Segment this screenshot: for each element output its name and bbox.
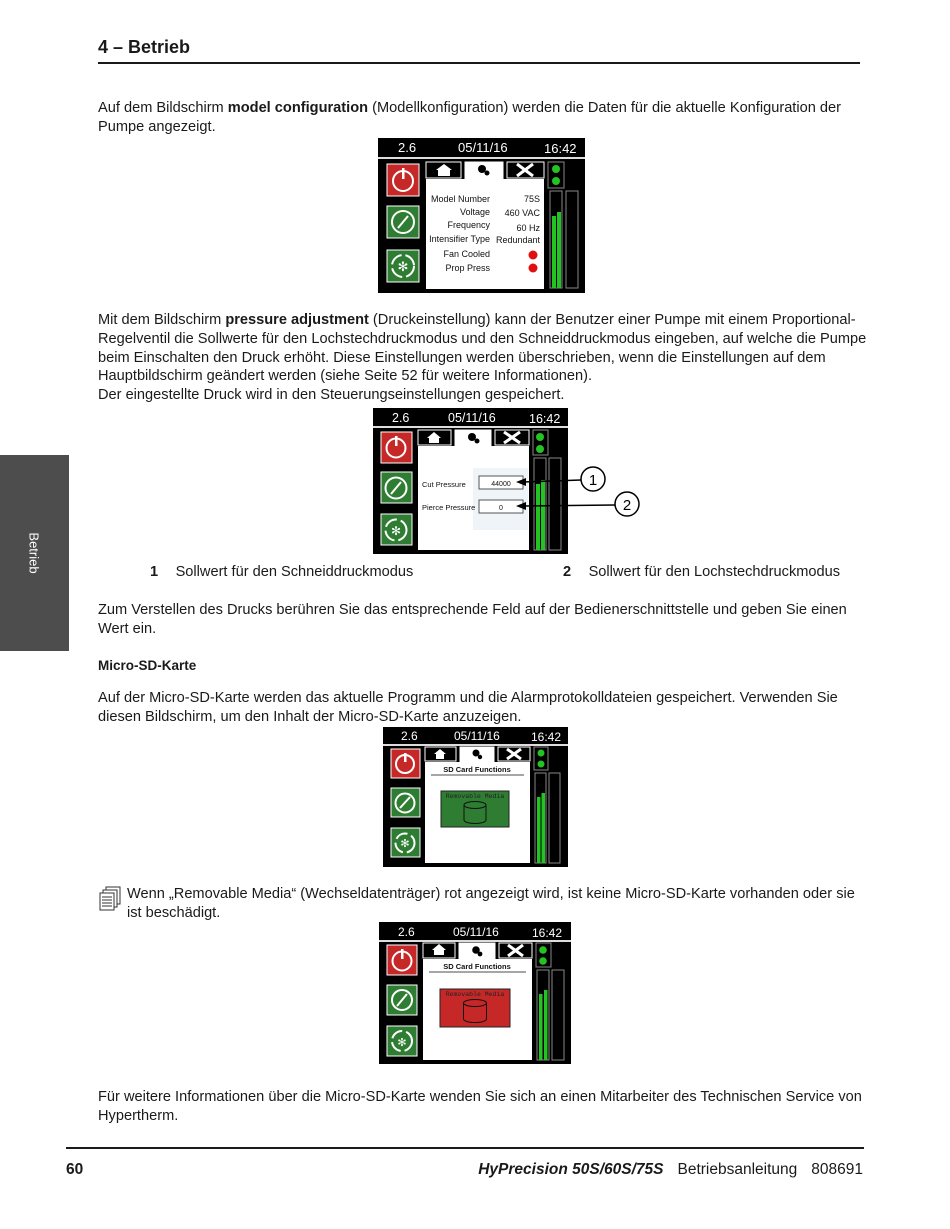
gauge-icon[interactable] — [387, 985, 417, 1015]
tab-home[interactable] — [425, 747, 456, 761]
tab-tools[interactable] — [498, 747, 530, 761]
pressure-bar — [536, 484, 540, 550]
tab-tools[interactable] — [499, 943, 532, 958]
pressure-bar — [542, 793, 546, 863]
screen-time: 16:42 — [531, 730, 562, 744]
screen-date: 05/11/16 — [454, 729, 500, 743]
tab-settings[interactable] — [455, 430, 491, 447]
paragraph-bold: model configuration — [227, 100, 369, 116]
screen-date: 05/11/16 — [453, 925, 499, 939]
svg-text:✻: ✻ — [397, 259, 409, 274]
cycle-icon[interactable] — [391, 828, 420, 857]
power-icon[interactable] — [391, 749, 420, 778]
screen-time: 16:42 — [532, 926, 563, 940]
removable-media-label: Removable Media — [445, 991, 505, 998]
legend-number: 1 — [150, 564, 159, 580]
screen-version: 2.6 — [398, 140, 417, 155]
section-title: 4 – Betrieb — [98, 37, 191, 57]
indicator-label: Fan Cooled — [443, 249, 490, 259]
pressure-bar — [557, 212, 561, 288]
legend-item-1 — [150, 563, 413, 581]
row-label: Voltage — [459, 207, 490, 217]
pierce-pressure-value: 0 — [499, 505, 503, 512]
svg-text:✻: ✻ — [390, 524, 402, 538]
prop-press-indicator — [529, 264, 538, 273]
row-label: Intensifier Type — [429, 234, 490, 244]
tab-home[interactable] — [426, 162, 461, 178]
paragraph-text: Auf dem Bildschirm — [98, 100, 228, 116]
paragraph-bold: pressure adjustment — [225, 312, 369, 328]
product-name: HyPrecision 50S/60S/75S — [478, 1161, 664, 1178]
screen-model-configuration — [378, 138, 585, 293]
paragraph-service: Für weitere Informationen über die Micro-SD-Karte wenden Sie sich an einen Mitarbeiter des Technischen Service von Hypertherm. — [98, 1089, 862, 1124]
gauge-icon[interactable] — [391, 788, 420, 817]
pressure-bar — [537, 797, 541, 863]
paragraph-text: Mit dem Bildschirm — [98, 312, 226, 328]
cycle-icon[interactable] — [381, 514, 412, 545]
paragraph-text: (Druckeinstellung) kann der Benutzer einer Pumpe mit einem Proportional-Regelventil die Sollwerte für den Lochstechdruckmodus und den Schneiddruckmodus eingeben, auf welche die Pumpe beim Einschalten den Druck erhöht. Diese Einstellungen werden überschrieben, wenn die Einstellungen auf dem Hauptbildschirm geändert werden (siehe Seite 52 für weitere Informationen). — [98, 312, 867, 385]
row-value: 60 Hz — [516, 223, 540, 233]
screen-time: 16:42 — [544, 141, 577, 156]
part-number: 808691 — [811, 1161, 863, 1178]
callout-2-label: 2 — [622, 497, 632, 514]
tab-tools[interactable] — [495, 430, 529, 445]
status-led — [538, 761, 545, 768]
side-tab-label: Betrieb — [26, 532, 42, 574]
tab-settings[interactable] — [459, 943, 495, 960]
legend-item-2 — [563, 563, 840, 581]
status-led — [552, 177, 560, 185]
row-label: Model Number — [430, 194, 490, 204]
row-value: 75S — [523, 194, 540, 204]
screen-version: 2.6 — [401, 729, 418, 743]
pressure-bar — [552, 216, 556, 288]
sd-functions-title: SD Card Functions — [443, 962, 511, 971]
screen-date: 05/11/16 — [448, 411, 496, 425]
manual-title: Betriebsanleitung — [677, 1161, 798, 1178]
status-led — [552, 165, 560, 173]
paragraph-adjust-pressure: Zum Verstellen des Drucks berühren Sie das entsprechende Feld auf der Bedienerschnittstelle und geben Sie einen Wert ein. — [98, 602, 847, 637]
note-text: Wenn „Removable Media“ (Wechseldatenträger) rot angezeigt wird, ist keine Micro-SD-Karte vorhanden oder sie ist beschädigt. — [127, 886, 855, 921]
legend-text: Sollwert für den Schneiddruckmodus — [175, 564, 414, 580]
pierce-pressure-label: Pierce Pressure — [422, 503, 476, 512]
header-divider — [98, 62, 860, 64]
gauge-icon[interactable] — [387, 206, 419, 238]
removable-media-label: Removable Media — [445, 793, 505, 800]
gauge-icon[interactable] — [381, 472, 412, 503]
indicator-label: Prop Press — [445, 263, 490, 273]
fan-cooled-indicator — [529, 251, 538, 260]
tab-settings[interactable] — [465, 162, 503, 180]
paragraph-pressure-adjustment — [98, 311, 868, 405]
legend-text: Sollwert für den Lochstechdruckmodus — [588, 564, 841, 580]
svg-text:✻: ✻ — [400, 838, 410, 850]
tab-settings[interactable] — [460, 747, 494, 763]
row-value: 460 VAC — [504, 208, 540, 218]
note-icon — [98, 886, 122, 912]
paragraph-model-config — [98, 99, 868, 137]
screen-version: 2.6 — [398, 925, 415, 939]
screen-sd-card-present — [383, 727, 568, 867]
cycle-icon[interactable] — [387, 250, 419, 282]
legend-number: 2 — [563, 564, 572, 580]
power-icon[interactable] — [387, 945, 417, 975]
power-icon[interactable] — [381, 432, 412, 463]
footer-info — [478, 1161, 863, 1179]
tab-home[interactable] — [418, 430, 451, 445]
removable-media-button[interactable] — [440, 989, 510, 1027]
status-led — [536, 445, 544, 453]
status-led — [536, 433, 544, 441]
tab-home[interactable] — [423, 943, 455, 958]
subheading-micro-sd: Micro-SD-Karte — [98, 658, 197, 673]
footer-divider — [66, 1147, 864, 1149]
pressure-bar — [544, 990, 548, 1060]
sd-functions-title: SD Card Functions — [443, 765, 511, 774]
screen-pressure-adjustment — [373, 408, 643, 554]
paragraph-text: Der eingestellte Druck wird in den Steuerungseinstellungen gespeichert. — [98, 387, 565, 404]
screen-version: 2.6 — [392, 411, 410, 425]
callout-1-label: 1 — [588, 472, 598, 489]
screen-time: 16:42 — [529, 412, 561, 426]
cut-pressure-value: 44000 — [491, 481, 511, 488]
status-led — [539, 957, 547, 965]
paragraph-text: (Modellkonfiguration) werden die Daten für die aktuelle Konfiguration der Pumpe angezeigt. — [98, 100, 841, 135]
power-icon[interactable] — [387, 164, 419, 196]
status-led — [539, 946, 547, 954]
page-number: 60 — [66, 1161, 84, 1178]
row-label: Frequency — [447, 220, 490, 230]
pressure-bar — [539, 994, 543, 1060]
cycle-icon[interactable] — [387, 1026, 417, 1056]
screen-sd-card-missing — [379, 922, 571, 1064]
status-led — [538, 750, 545, 757]
cut-pressure-label: Cut Pressure — [422, 480, 466, 489]
row-value: Redundant — [495, 235, 540, 245]
removable-media-button[interactable] — [441, 791, 509, 827]
paragraph-micro-sd: Auf der Micro-SD-Karte werden das aktuelle Programm und die Alarmprotokolldateien gespeichert. Verwenden Sie diesen Bildschirm, um den Inhalt der Micro-SD-Karte anzuzeigen. — [98, 690, 838, 725]
screen-date: 05/11/16 — [458, 140, 508, 155]
tab-tools[interactable] — [507, 162, 544, 178]
pressure-bar — [541, 480, 545, 550]
side-tab — [0, 455, 69, 651]
svg-text:✻: ✻ — [397, 1037, 407, 1049]
